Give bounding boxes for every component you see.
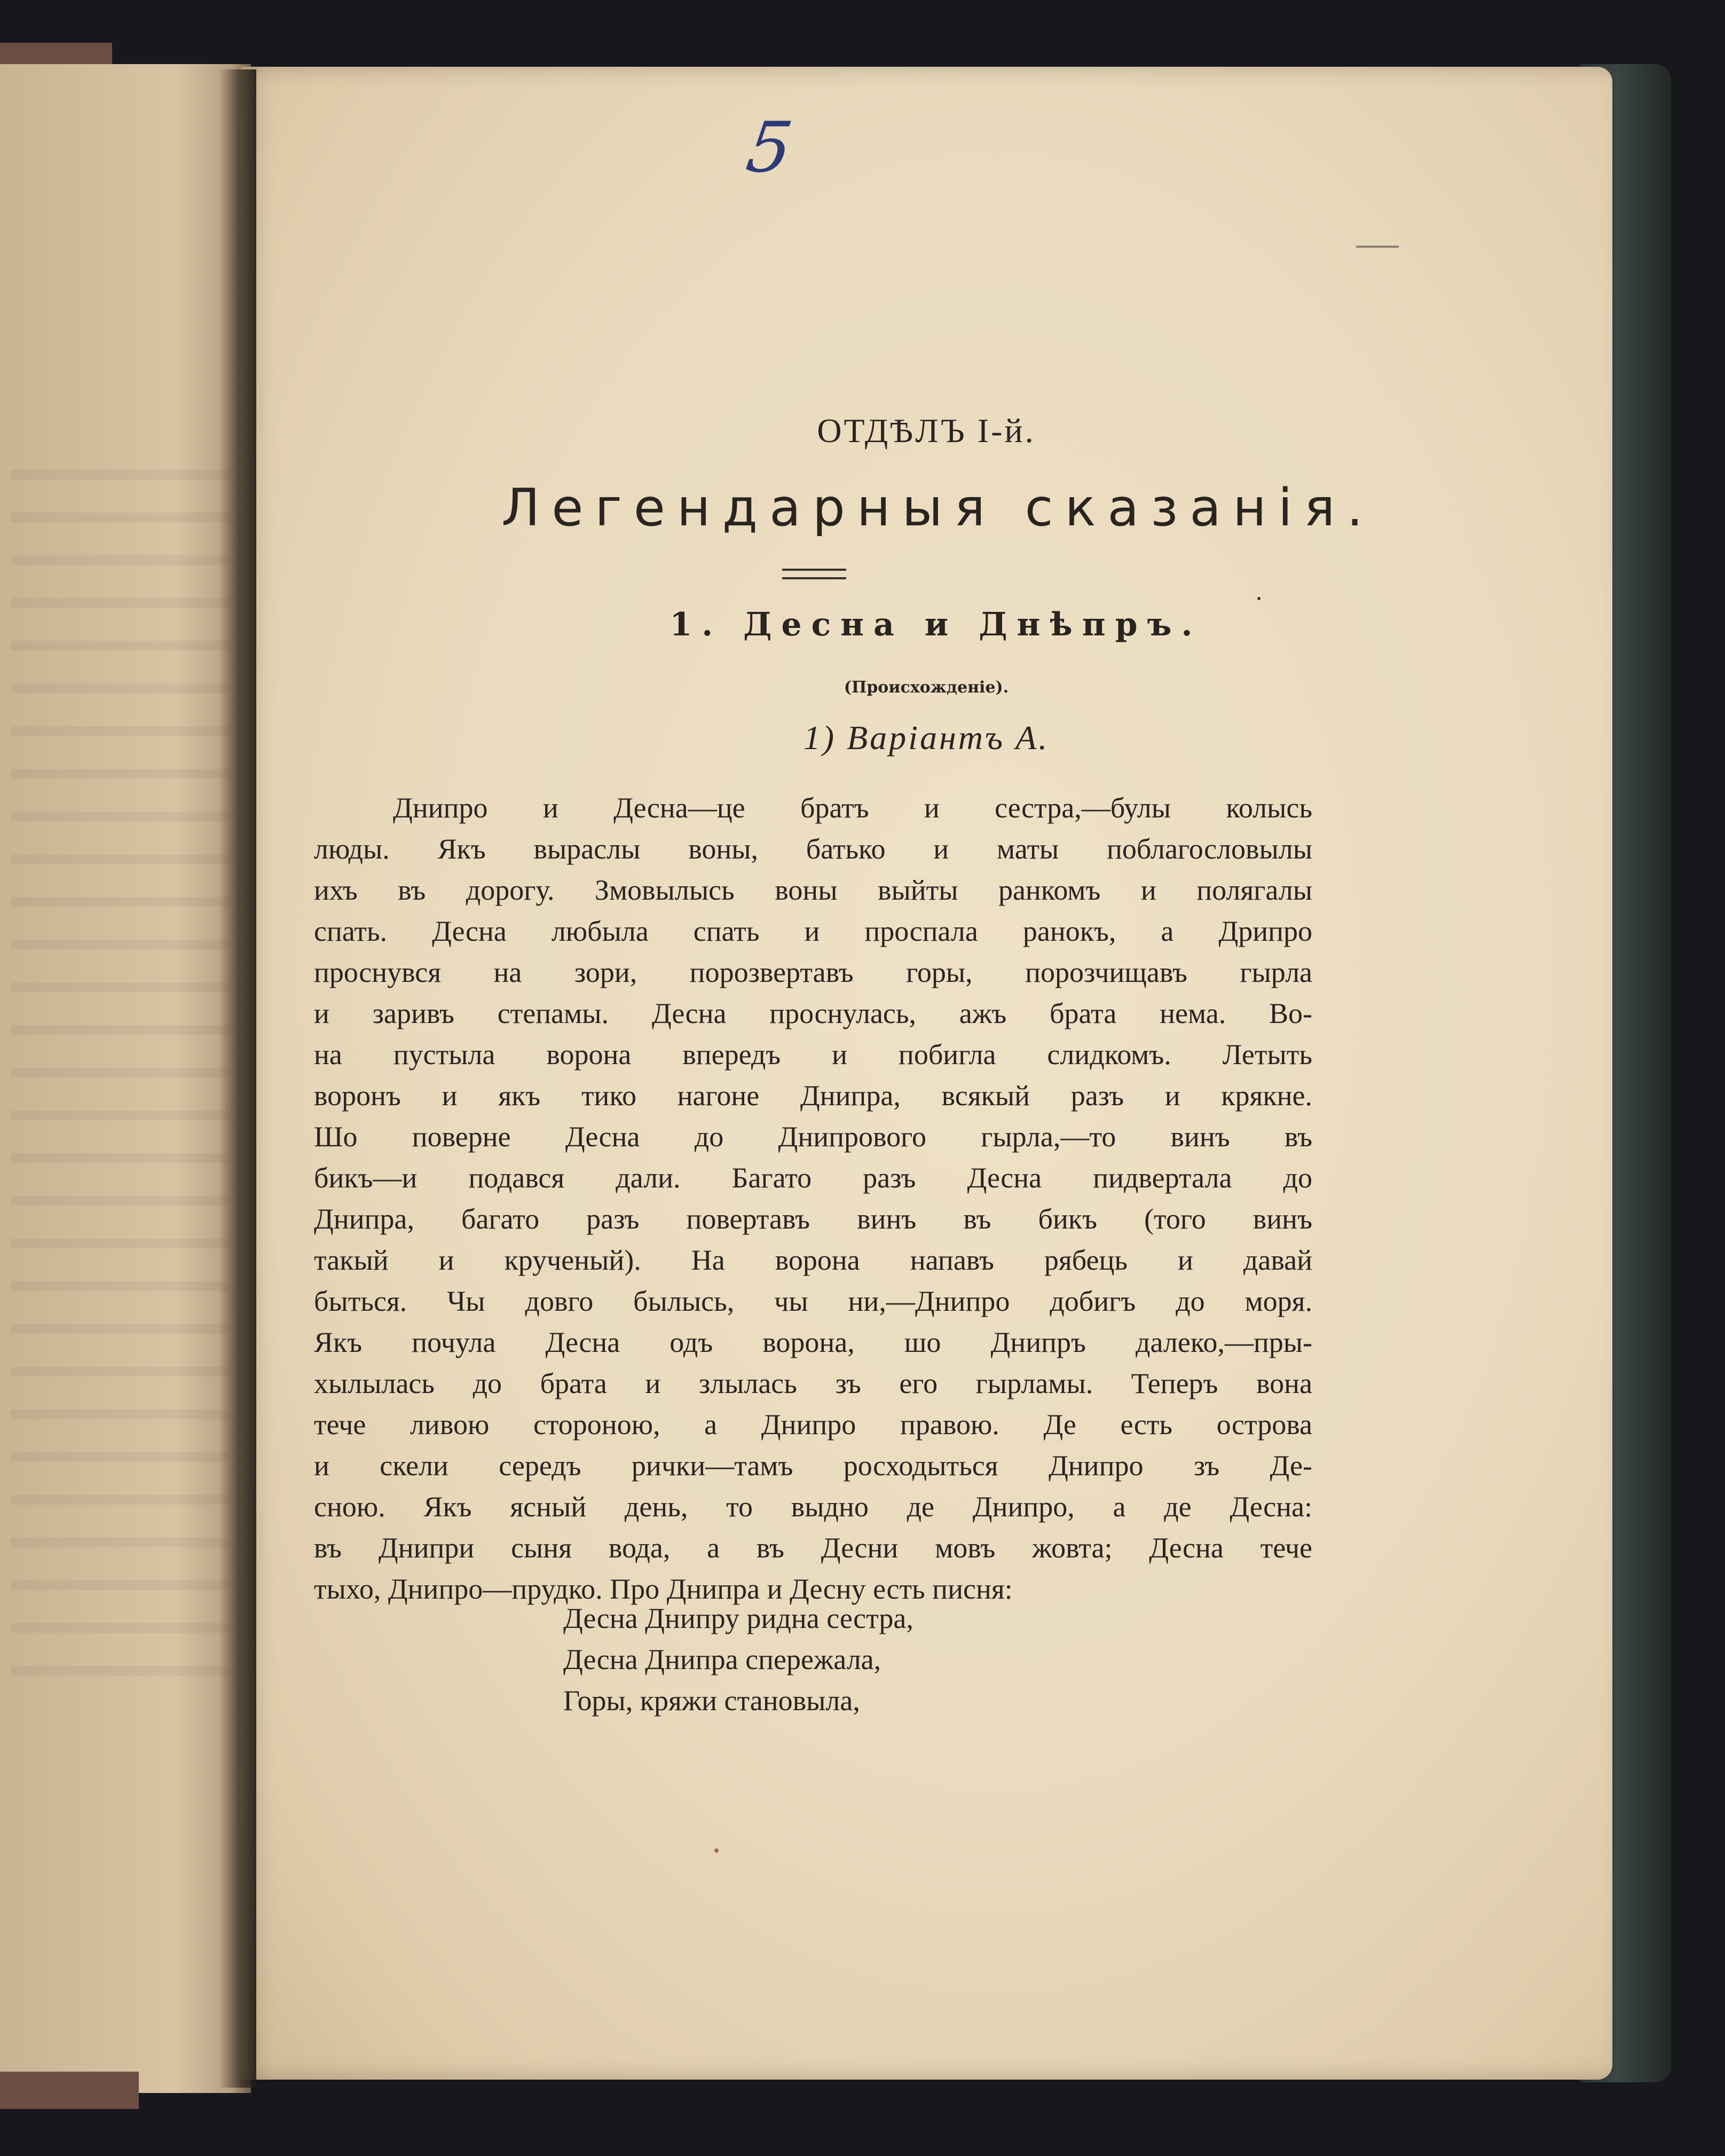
story-title: 1. Десна и Днѣпръ. bbox=[669, 606, 1202, 643]
bleed-through-line bbox=[11, 1538, 230, 1547]
text-line: Днипра, багато разъ повертавъ винъ въ бикъ (того винъ bbox=[314, 1203, 1312, 1235]
double-rule-divider bbox=[782, 569, 846, 579]
bleed-through-line bbox=[11, 1495, 230, 1505]
bleed-through-line bbox=[11, 1196, 230, 1206]
bleed-through-line bbox=[11, 897, 230, 907]
text-line: спать. Десна любыла спать и проспала ранокъ, а Дрипро bbox=[314, 915, 1312, 947]
text-line: тыхо, Днипро—прудко. Про Днипра и Десну есть писня: bbox=[314, 1573, 1013, 1605]
text-line: тече ливою стороною, а Днипро правою. Де есть острова bbox=[314, 1409, 1312, 1441]
bleed-through-line bbox=[11, 1153, 230, 1163]
bleed-through-line bbox=[11, 812, 230, 821]
text-line: проснувся на зори, порозвертавъ горы, порозчищавъ гырла bbox=[314, 956, 1312, 988]
bleed-through-line bbox=[11, 1580, 230, 1590]
text-line: воронъ и якъ тико нагоне Днипра, всякый разъ и крякне. bbox=[314, 1080, 1312, 1112]
text-line: быться. Чы довго былысь, чы ни,—Днипро добигъ до моря. bbox=[314, 1285, 1312, 1317]
pencil-mark bbox=[1356, 246, 1399, 248]
text-line: и заривъ степамы. Десна проснулась, ажъ брата нема. Во- bbox=[314, 997, 1312, 1029]
text-line: сною. Якъ ясный день, то выдно де Днипро, а де Десна: bbox=[314, 1491, 1312, 1523]
bleed-through-line bbox=[11, 1111, 230, 1120]
verse-block bbox=[563, 1598, 913, 1721]
paper-speck bbox=[714, 1848, 719, 1853]
bleed-through-line bbox=[11, 1281, 230, 1291]
bleed-through-line bbox=[11, 470, 230, 479]
text-line: и скели середъ рички—тамъ росходыться Днипро зъ Де- bbox=[314, 1450, 1312, 1482]
text-line: бикъ—и подався дали. Багато разъ Десна пидвертала до bbox=[314, 1162, 1312, 1194]
handwritten-page-number: 5 bbox=[742, 107, 798, 188]
story-subtitle: (Происхожденіе). bbox=[844, 678, 1009, 697]
variant-title: 1) Варіантъ А. bbox=[803, 719, 1050, 757]
text-line: Якъ почула Десна одъ ворона, шо Днипръ далеко,—пры- bbox=[314, 1326, 1312, 1358]
bleed-through-line bbox=[11, 1324, 230, 1334]
text-line: Шо поверне Десна до Днипрового гырла,—то винъ въ bbox=[314, 1121, 1312, 1153]
bleed-through-line bbox=[11, 1068, 230, 1077]
bleed-through-line bbox=[11, 1025, 230, 1035]
bleed-through-line bbox=[11, 1452, 230, 1462]
body-paragraph bbox=[314, 788, 1312, 1610]
bleed-through-line bbox=[11, 982, 230, 992]
left-page-edge-bottom bbox=[0, 2072, 139, 2109]
bleed-through-line bbox=[11, 683, 230, 693]
bleed-through-line bbox=[11, 726, 230, 736]
bleed-through-line bbox=[11, 598, 230, 608]
verse-line: Десна Днипра спережала, bbox=[563, 1643, 881, 1675]
paper-speck bbox=[1257, 597, 1261, 600]
bleed-through-line bbox=[11, 1623, 230, 1633]
text-line: люды. Якъ выраслы воны, батько и маты поблагословылы bbox=[314, 833, 1312, 865]
bleed-through-line bbox=[11, 555, 230, 565]
bleed-through-line bbox=[11, 940, 230, 949]
bleed-through-line bbox=[11, 1666, 230, 1675]
section-heading: ОТДѢЛЪ I-й. bbox=[817, 412, 1036, 450]
facing-left-page bbox=[0, 64, 251, 2093]
text-line: на пустыла ворона впередъ и побигла слидкомъ. Летыть bbox=[314, 1038, 1312, 1071]
bleed-through-line bbox=[11, 769, 230, 778]
bleed-through-line bbox=[11, 513, 230, 522]
book-gutter-shadow bbox=[219, 69, 256, 2088]
text-line: такый и крученый). На ворона напавъ рябець и давай bbox=[314, 1244, 1312, 1276]
bleed-through-line bbox=[11, 1367, 230, 1376]
text-line: ихъ въ дорогу. Змовылысь воны выйты ранкомъ и полягалы bbox=[314, 874, 1312, 906]
chapter-title: Легендарныя сказанія. bbox=[501, 478, 1375, 538]
text-line: въ Днипри сыня вода, а въ Десни мовъ жовта; Десна тече bbox=[314, 1532, 1312, 1564]
text-line: Днипро и Десна—це братъ и сестра,—булы колысь bbox=[393, 792, 1312, 824]
verse-line: Горы, кряжи становыла, bbox=[563, 1685, 860, 1717]
bleed-through-line bbox=[11, 854, 230, 864]
bleed-through-line bbox=[11, 1239, 230, 1248]
bleed-through-line bbox=[11, 641, 230, 650]
bleed-through-line bbox=[11, 1410, 230, 1419]
text-line: хылылась до брата и злылась зъ его гырламы. Теперъ вона bbox=[314, 1367, 1312, 1399]
verse-line: Десна Днипру ридна сестра, bbox=[563, 1602, 913, 1634]
